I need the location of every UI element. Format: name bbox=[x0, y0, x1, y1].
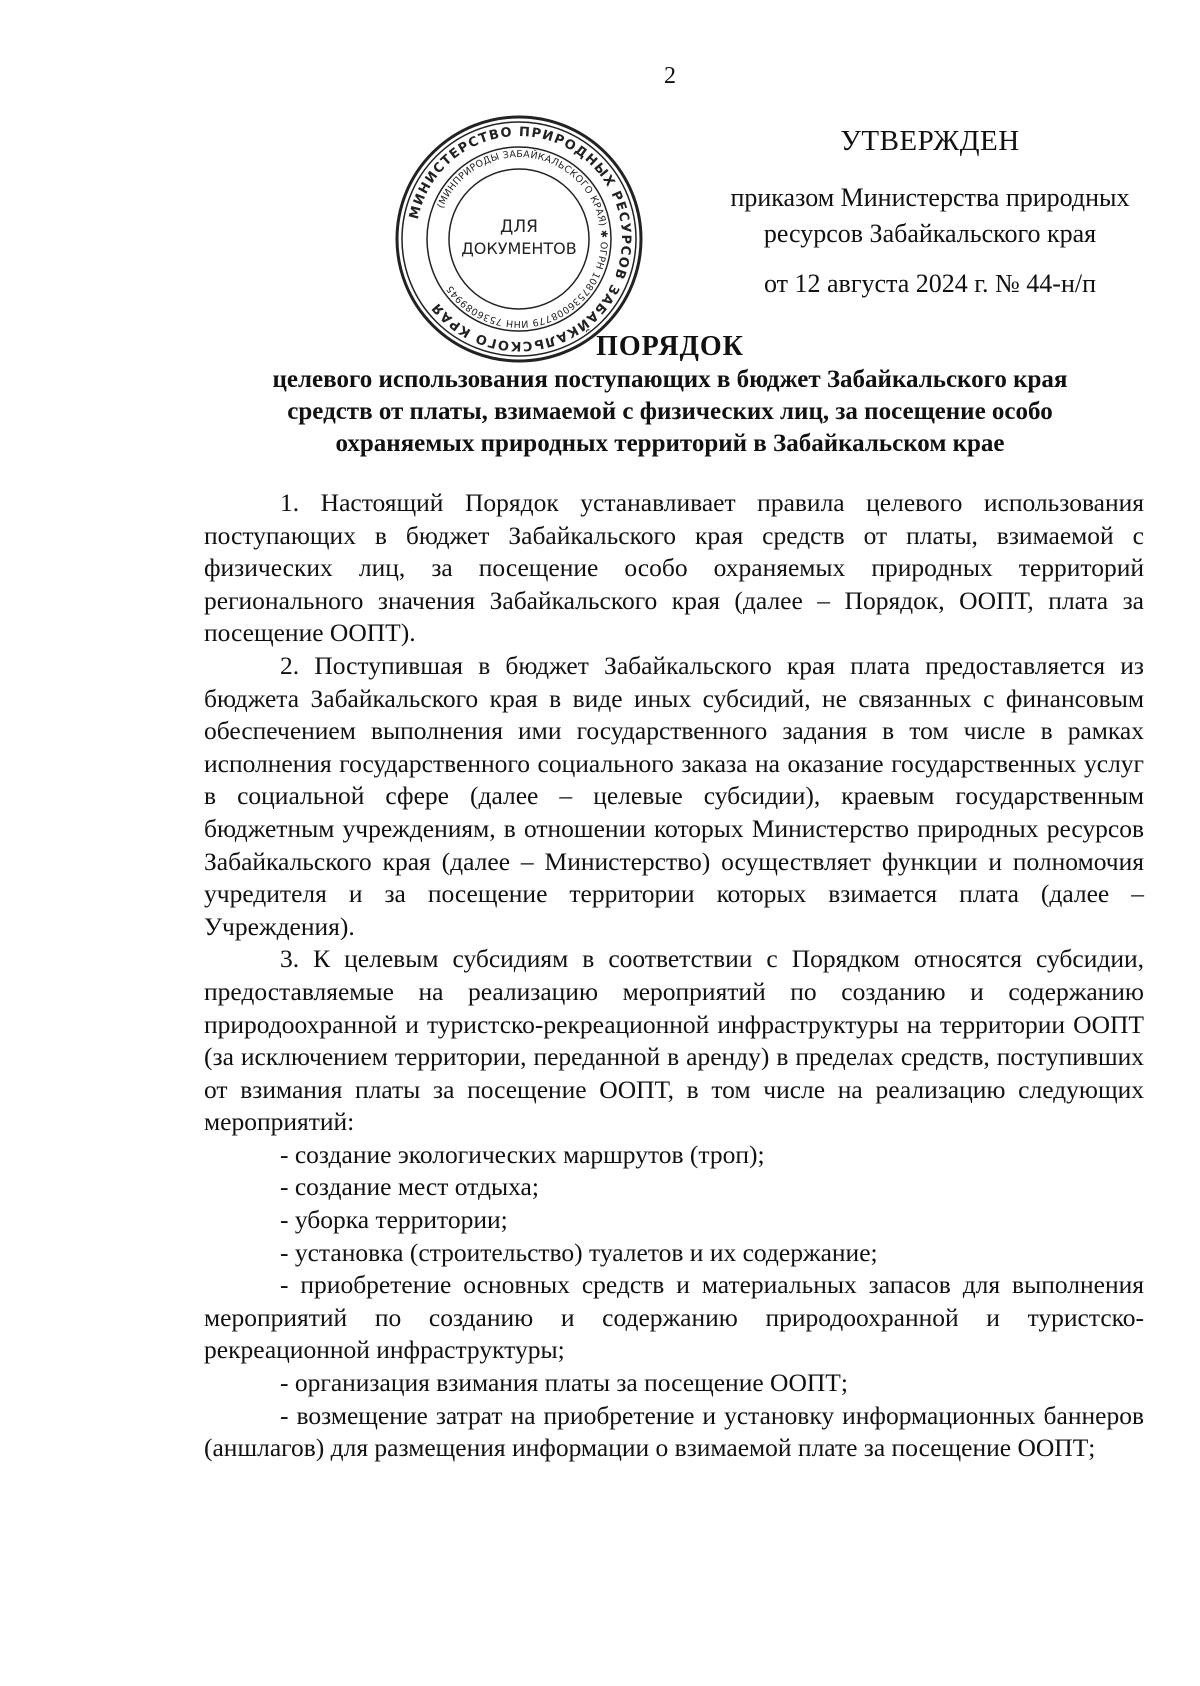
document-title bbox=[200, 330, 1140, 460]
title-line1: целевого использования поступающих в бюджет Забайкальского края bbox=[272, 366, 1068, 393]
list-item: - создание мест отдыха; bbox=[280, 1172, 539, 1202]
approval-block bbox=[700, 124, 1160, 302]
list-item: - возмещение затрат на приобретение и установку информационных баннеров (аншлагов) для размещения информации о взимаемой плате за посещение ООПТ; bbox=[204, 1400, 1144, 1463]
stamp-inner-text: (МИНПРИРОДЫ ЗАБАЙКАЛЬСКОГО КРАЯ) ✱ ОГРН 1087536008779 ИНН 7536089945 bbox=[435, 148, 610, 330]
page-number: 2 bbox=[664, 63, 676, 89]
stamp-center-line2: ДОКУМЕНТОВ bbox=[461, 239, 577, 258]
paragraph-1: 1. Настоящий Порядок устанавливает правила целевого использования поступающих в бюджет Забайкальского края средств от платы, взимаемой с физических лиц, за посещение особо охраняемых природных территорий регионального значения Забайкальского края (далее – Порядок, ООПТ, плата за посещение ООПТ). bbox=[204, 488, 1144, 648]
approval-heading: УТВЕРЖДЕН bbox=[840, 125, 1020, 157]
title-heading: ПОРЯДОК bbox=[596, 331, 744, 362]
stamp-center-line1: ДЛЯ bbox=[500, 217, 538, 237]
stamp-ring-text: МИНИСТЕРСТВО ПРИРОДНЫХ РЕСУРСОВ ЗАБАЙКАЛЬСКОГО КРАЯ bbox=[406, 124, 634, 354]
title-line2: средств от платы, взимаемой с физических лиц, за посещение особо bbox=[287, 398, 1053, 425]
title-line3: охраняемых природных территорий в Забайкальском крае bbox=[335, 430, 1005, 457]
approval-line1: приказом Министерства природных bbox=[730, 183, 1130, 212]
paragraph-2: 2. Поступившая в бюджет Забайкальского края плата предоставляется из бюджета Забайкальского края в виде иных субсидий, не связанных с финансовым обеспечением выполнения ими государственного задания в том числе в рамках исполнения государственного социального заказа на оказание государственных услуг в социальной сфере (далее – целевые субсидии), краевым государственным бюджетным учреждениям, в отношении которых Министерство природных ресурсов Забайкальского края (далее – Министерство) осуществляет функции и полномочия учредителя и за посещение территории которых взимается плата (далее – Учреждения). bbox=[204, 650, 1144, 941]
list-item: - организация взимания платы за посещение ООПТ; bbox=[280, 1368, 848, 1398]
list-item: - установка (строительство) туалетов и их содержание; bbox=[280, 1237, 878, 1267]
approval-line2: ресурсов Забайкальского края bbox=[763, 219, 1097, 248]
approval-date: от 12 августа 2024 г. № 44-н/п bbox=[763, 269, 1096, 298]
list-item: - уборка территории; bbox=[280, 1205, 508, 1235]
list-item: - создание экологических маршрутов (троп); bbox=[280, 1139, 765, 1169]
document-body bbox=[204, 487, 1144, 1465]
list-item: - приобретение основных средств и материальных запасов для выполнения мероприятий по созданию и содержанию природоохранной и туристско-рекреационной инфраструктуры; bbox=[204, 1270, 1144, 1365]
paragraph-3: 3. К целевым субсидиям в соответствии с Порядком относятся субсидии, предоставляемые на реализацию мероприятий по созданию и содержанию природоохранной и туристско-рекреационной инфраструктуры на территории ООПТ (за исключением территории, переданной в аренду) в пределах средств, поступивших от взимания платы за посещение ООПТ, в том числе на реализацию следующих мероприятий: bbox=[204, 944, 1144, 1137]
official-seal-stamp bbox=[392, 112, 646, 366]
